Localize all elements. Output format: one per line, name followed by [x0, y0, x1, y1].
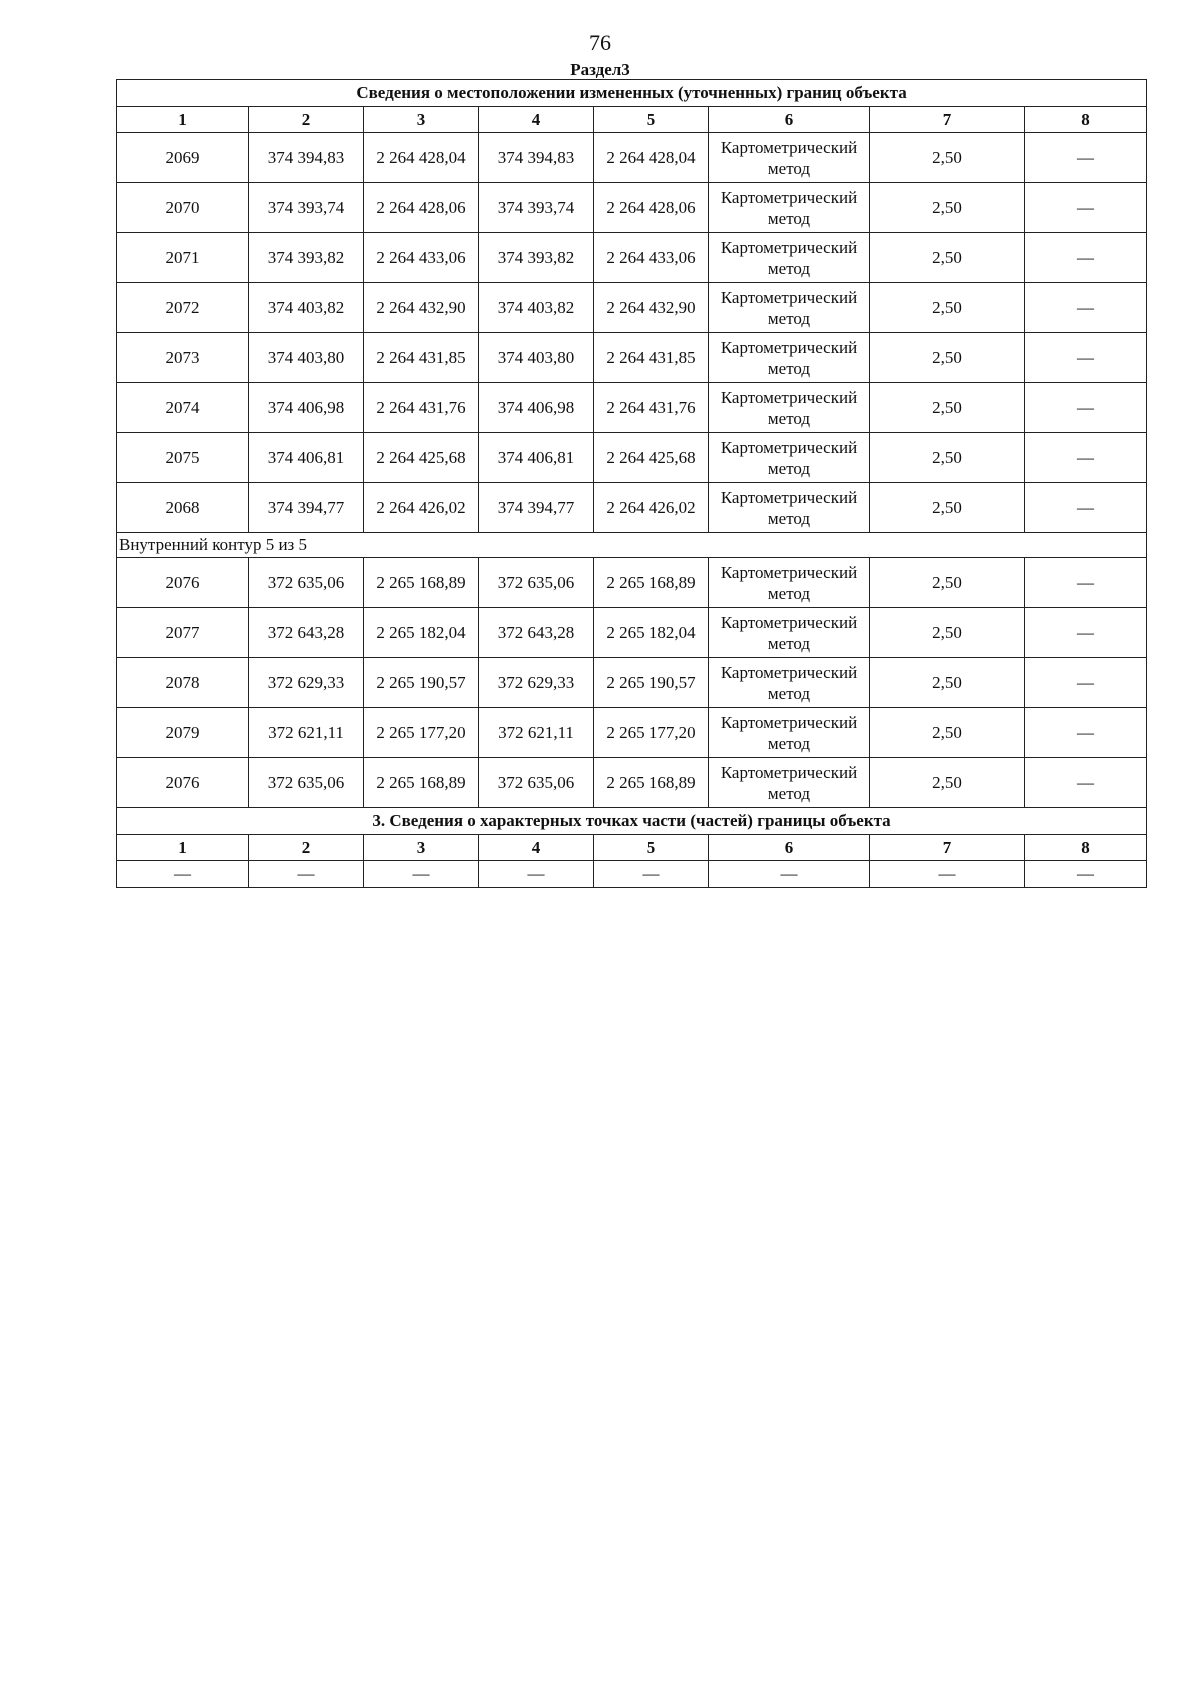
point-cell: 2075: [117, 433, 249, 483]
method-cell: Картометрический метод: [709, 758, 870, 808]
method-cell: Картометрический метод: [709, 333, 870, 383]
point-cell: 2078: [117, 658, 249, 708]
column-number: 5: [594, 835, 709, 861]
point-cell: 2079: [117, 708, 249, 758]
column-number: 1: [117, 107, 249, 133]
table-row: [117, 433, 1147, 483]
empty-cell: —: [364, 861, 479, 888]
x-coordinate-cell: 372 643,28: [249, 608, 364, 658]
x-coordinate-cell: 374 403,80: [479, 333, 594, 383]
method-cell: Картометрический метод: [709, 183, 870, 233]
table-row: [117, 233, 1147, 283]
point-cell: 2076: [117, 558, 249, 608]
x-coordinate-cell: 374 406,81: [249, 433, 364, 483]
x-coordinate-cell: 374 403,82: [479, 283, 594, 333]
point-cell: 2069: [117, 133, 249, 183]
accuracy-cell: 2,50: [870, 183, 1025, 233]
y-coordinate-cell: 2 264 433,06: [364, 233, 479, 283]
x-coordinate-cell: 374 394,77: [479, 483, 594, 533]
part-caption: 3. Сведения о характерных точках части (частей) границы объекта: [117, 808, 1147, 835]
method-cell: Картометрический метод: [709, 283, 870, 333]
x-coordinate-cell: 372 621,11: [479, 708, 594, 758]
y-coordinate-cell: 2 265 182,04: [364, 608, 479, 658]
table-row: [117, 758, 1147, 808]
contour-label: Внутренний контур 5 из 5: [117, 533, 1147, 558]
description-cell: —: [1025, 608, 1147, 658]
empty-cell: —: [117, 861, 249, 888]
x-coordinate-cell: 372 629,33: [479, 658, 594, 708]
point-cell: 2076: [117, 758, 249, 808]
column-number: 3: [364, 835, 479, 861]
table-row: [117, 183, 1147, 233]
y-coordinate-cell: 2 264 428,04: [364, 133, 479, 183]
x-coordinate-cell: 374 393,82: [249, 233, 364, 283]
y-coordinate-cell: 2 264 426,02: [364, 483, 479, 533]
accuracy-cell: 2,50: [870, 333, 1025, 383]
x-coordinate-cell: 372 635,06: [249, 558, 364, 608]
point-cell: 2068: [117, 483, 249, 533]
y-coordinate-cell: 2 264 431,76: [364, 383, 479, 433]
table-row: [117, 708, 1147, 758]
y-coordinate-cell: 2 264 431,85: [594, 333, 709, 383]
column-number: 2: [249, 107, 364, 133]
x-coordinate-cell: 372 635,06: [479, 758, 594, 808]
part-empty-row: [117, 861, 1147, 888]
accuracy-cell: 2,50: [870, 433, 1025, 483]
column-number-row: [117, 107, 1147, 133]
method-cell: Картометрический метод: [709, 608, 870, 658]
description-cell: —: [1025, 133, 1147, 183]
empty-cell: —: [594, 861, 709, 888]
x-coordinate-cell: 372 635,06: [249, 758, 364, 808]
accuracy-cell: 2,50: [870, 558, 1025, 608]
x-coordinate-cell: 374 403,80: [249, 333, 364, 383]
accuracy-cell: 2,50: [870, 383, 1025, 433]
description-cell: —: [1025, 658, 1147, 708]
y-coordinate-cell: 2 264 428,06: [364, 183, 479, 233]
empty-cell: —: [1025, 861, 1147, 888]
point-cell: 2072: [117, 283, 249, 333]
contour-label-row: [117, 533, 1147, 558]
accuracy-cell: 2,50: [870, 758, 1025, 808]
x-coordinate-cell: 374 393,74: [249, 183, 364, 233]
accuracy-cell: 2,50: [870, 233, 1025, 283]
accuracy-cell: 2,50: [870, 708, 1025, 758]
description-cell: —: [1025, 333, 1147, 383]
y-coordinate-cell: 2 264 428,04: [594, 133, 709, 183]
method-cell: Картометрический метод: [709, 133, 870, 183]
point-cell: 2073: [117, 333, 249, 383]
column-number: 5: [594, 107, 709, 133]
empty-cell: —: [870, 861, 1025, 888]
x-coordinate-cell: 374 393,74: [479, 183, 594, 233]
description-cell: —: [1025, 433, 1147, 483]
y-coordinate-cell: 2 264 425,68: [364, 433, 479, 483]
x-coordinate-cell: 374 394,77: [249, 483, 364, 533]
description-cell: —: [1025, 558, 1147, 608]
x-coordinate-cell: 372 643,28: [479, 608, 594, 658]
y-coordinate-cell: 2 264 431,85: [364, 333, 479, 383]
y-coordinate-cell: 2 265 168,89: [364, 758, 479, 808]
y-coordinate-cell: 2 264 431,76: [594, 383, 709, 433]
method-cell: Картометрический метод: [709, 658, 870, 708]
column-number: 6: [709, 835, 870, 861]
accuracy-cell: 2,50: [870, 283, 1025, 333]
x-coordinate-cell: 372 635,06: [479, 558, 594, 608]
description-cell: —: [1025, 283, 1147, 333]
y-coordinate-cell: 2 265 182,04: [594, 608, 709, 658]
y-coordinate-cell: 2 264 428,06: [594, 183, 709, 233]
column-number: 8: [1025, 107, 1147, 133]
x-coordinate-cell: 372 621,11: [249, 708, 364, 758]
page-number: 76: [589, 30, 611, 55]
table-row: [117, 658, 1147, 708]
y-coordinate-cell: 2 265 177,20: [364, 708, 479, 758]
table-row: [117, 608, 1147, 658]
x-coordinate-cell: 374 394,83: [249, 133, 364, 183]
empty-cell: —: [479, 861, 594, 888]
y-coordinate-cell: 2 265 190,57: [594, 658, 709, 708]
table-row: [117, 333, 1147, 383]
accuracy-cell: 2,50: [870, 608, 1025, 658]
y-coordinate-cell: 2 264 426,02: [594, 483, 709, 533]
y-coordinate-cell: 2 265 168,89: [594, 758, 709, 808]
x-coordinate-cell: 374 403,82: [249, 283, 364, 333]
point-cell: 2070: [117, 183, 249, 233]
part-column-number-row: [117, 835, 1147, 861]
y-coordinate-cell: 2 265 168,89: [594, 558, 709, 608]
boundary-table: [116, 79, 1147, 888]
column-number: 1: [117, 835, 249, 861]
table-row: [117, 483, 1147, 533]
y-coordinate-cell: 2 264 432,90: [594, 283, 709, 333]
description-cell: —: [1025, 483, 1147, 533]
x-coordinate-cell: 374 393,82: [479, 233, 594, 283]
table-row: [117, 133, 1147, 183]
accuracy-cell: 2,50: [870, 133, 1025, 183]
point-cell: 2077: [117, 608, 249, 658]
y-coordinate-cell: 2 265 177,20: [594, 708, 709, 758]
method-cell: Картометрический метод: [709, 558, 870, 608]
table-row: [117, 283, 1147, 333]
table-row: [117, 558, 1147, 608]
description-cell: —: [1025, 383, 1147, 433]
column-number: 4: [479, 835, 594, 861]
y-coordinate-cell: 2 264 425,68: [594, 433, 709, 483]
table-row: [117, 383, 1147, 433]
x-coordinate-cell: 374 406,98: [479, 383, 594, 433]
column-number: 4: [479, 107, 594, 133]
column-number: 3: [364, 107, 479, 133]
method-cell: Картометрический метод: [709, 433, 870, 483]
description-cell: —: [1025, 758, 1147, 808]
accuracy-cell: 2,50: [870, 483, 1025, 533]
method-cell: Картометрический метод: [709, 383, 870, 433]
description-cell: —: [1025, 708, 1147, 758]
x-coordinate-cell: 374 394,83: [479, 133, 594, 183]
column-number: 7: [870, 835, 1025, 861]
part-caption-row: [117, 808, 1147, 835]
description-cell: —: [1025, 183, 1147, 233]
x-coordinate-cell: 374 406,81: [479, 433, 594, 483]
point-cell: 2071: [117, 233, 249, 283]
column-number: 8: [1025, 835, 1147, 861]
table-caption-row: [117, 80, 1147, 107]
method-cell: Картометрический метод: [709, 233, 870, 283]
y-coordinate-cell: 2 264 432,90: [364, 283, 479, 333]
x-coordinate-cell: 372 629,33: [249, 658, 364, 708]
empty-cell: —: [709, 861, 870, 888]
accuracy-cell: 2,50: [870, 658, 1025, 708]
table-caption: Сведения о местоположении измененных (уточненных) границ объекта: [117, 80, 1147, 107]
point-cell: 2074: [117, 383, 249, 433]
method-cell: Картометрический метод: [709, 708, 870, 758]
y-coordinate-cell: 2 264 433,06: [594, 233, 709, 283]
section-title: Раздел3: [570, 60, 630, 79]
column-number: 2: [249, 835, 364, 861]
description-cell: —: [1025, 233, 1147, 283]
x-coordinate-cell: 374 406,98: [249, 383, 364, 433]
method-cell: Картометрический метод: [709, 483, 870, 533]
y-coordinate-cell: 2 265 190,57: [364, 658, 479, 708]
column-number: 7: [870, 107, 1025, 133]
empty-cell: —: [249, 861, 364, 888]
column-number: 6: [709, 107, 870, 133]
y-coordinate-cell: 2 265 168,89: [364, 558, 479, 608]
